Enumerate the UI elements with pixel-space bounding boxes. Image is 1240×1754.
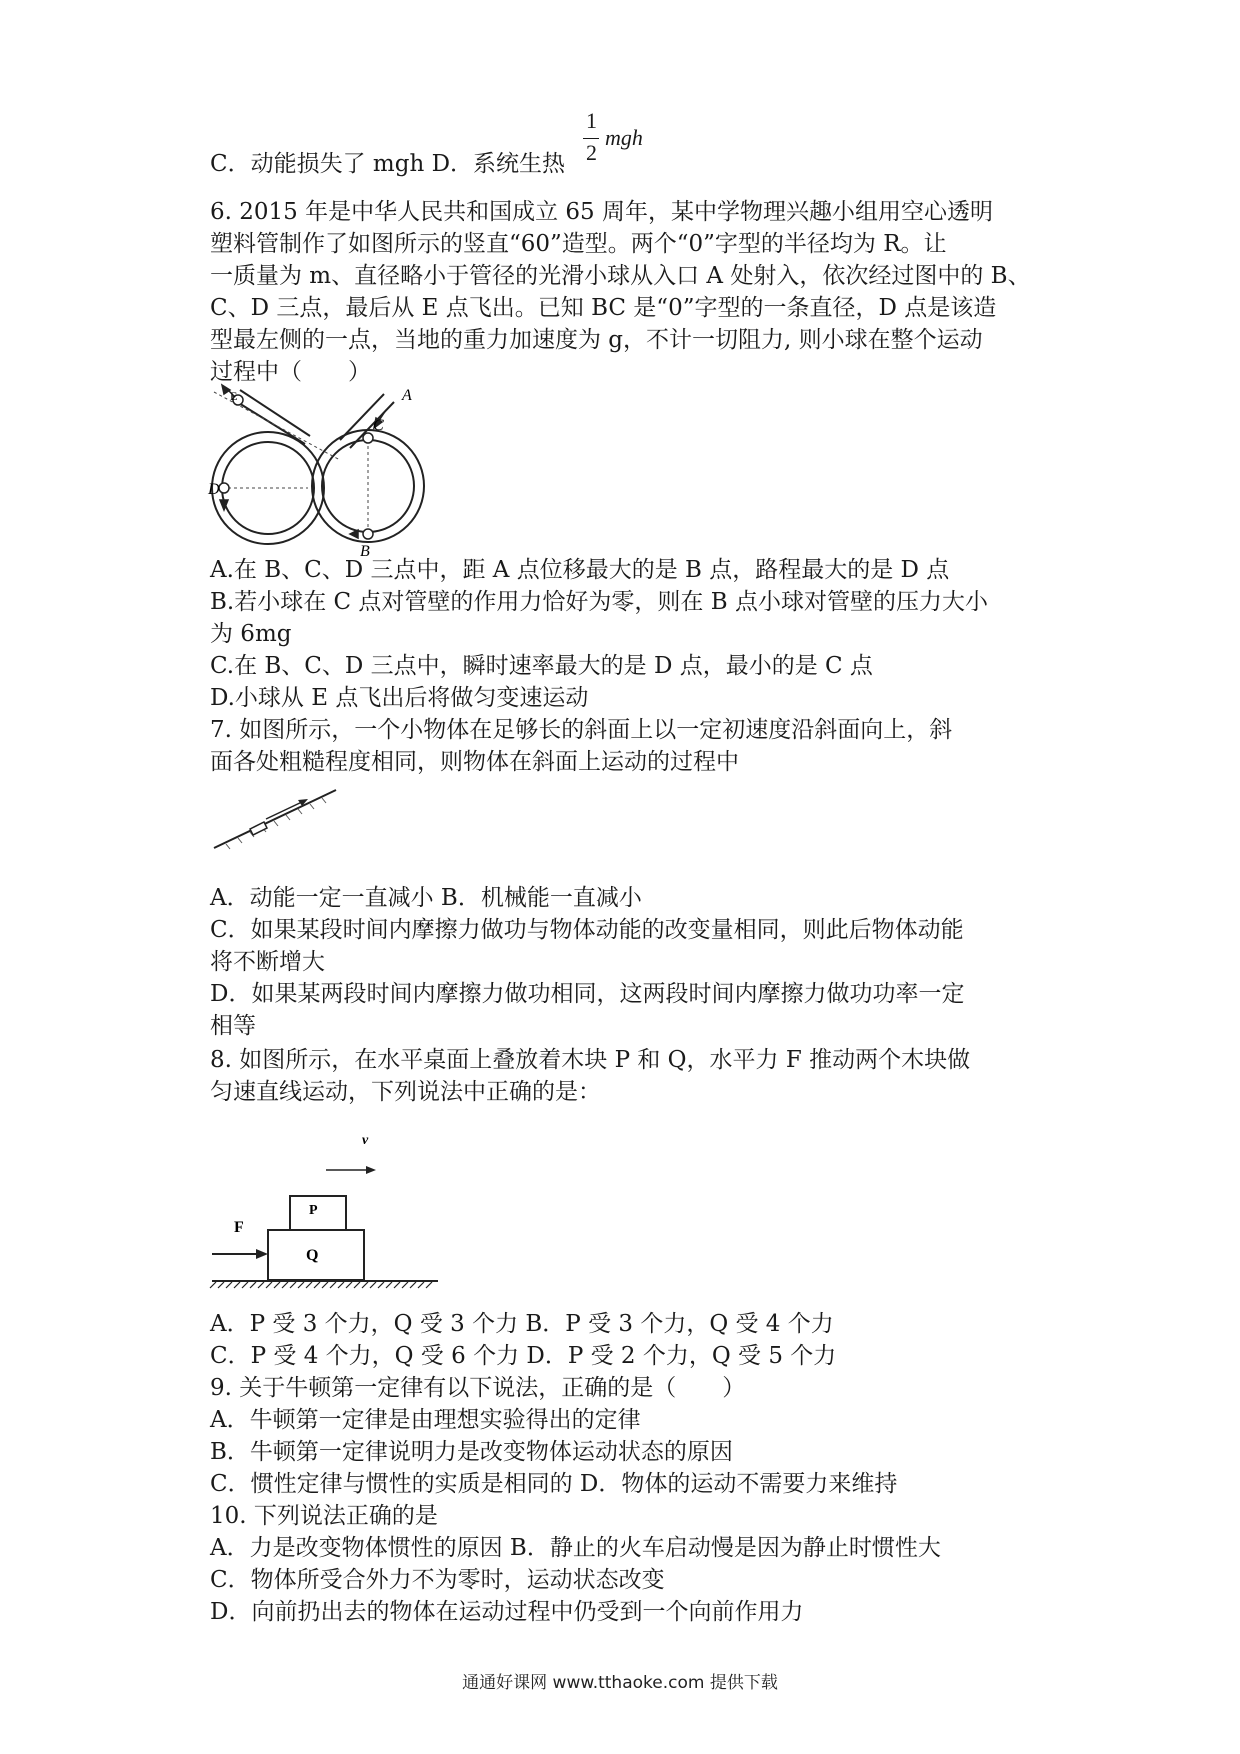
q6-label-e: E xyxy=(230,389,238,403)
q9-option-cd: C．惯性定律与惯性的实质是相同的 D．物体的运动不需要力来维持 xyxy=(210,1471,898,1497)
q10-option-c: C．物体所受合外力不为零时，运动状态改变 xyxy=(210,1567,665,1593)
q6-stem-line: 过程中（ ） xyxy=(210,359,371,385)
fraction-bar xyxy=(583,138,599,139)
q7-stem-line: 面各处粗糙程度相同，则物体在斜面上运动的过程中 xyxy=(210,749,739,775)
q6-stem-line: C、D 三点，最后从 E 点飞出。已知 BC 是“0”字型的一条直径，D 点是该造 xyxy=(210,295,997,321)
q6-stem-line: 一质量为 m、直径略小于管径的光滑小球从入口 A 处射入，依次经过图中的 B、 xyxy=(210,263,1031,289)
q8-figure-blocks xyxy=(210,1130,440,1296)
q8-label-q: Q xyxy=(306,1247,319,1264)
q7-figure-incline xyxy=(210,786,340,852)
q10-stem: 10. 下列说法正确的是 xyxy=(210,1503,438,1529)
q6-option-c: C.在 B、C、D 三点中，瞬时速率最大的是 D 点，最小的是 C 点 xyxy=(210,653,873,679)
q8-label-f: F xyxy=(234,1219,244,1236)
q6-label-d: D xyxy=(208,481,220,498)
q8-stem-line: 8. 如图所示，在水平桌面上叠放着木块 P 和 Q，水平力 F 推动两个木块做 xyxy=(210,1047,971,1073)
q6-label-c: C xyxy=(373,417,384,434)
q7-stem-line: 7. 如图所示，一个小物体在足够长的斜面上以一定初速度沿斜面向上，斜 xyxy=(210,717,953,743)
q7-option-c: C．如果某段时间内摩擦力做功与物体动能的改变量相同，则此后物体动能 xyxy=(210,917,964,943)
q6-stem-line: 6. 2015 年是中华人民共和国成立 65 周年，某中学物理兴趣小组用空心透明 xyxy=(210,199,993,225)
q6-figure-60-tube xyxy=(210,388,430,558)
q9-option-a: A．牛顿第一定律是由理想实验得出的定律 xyxy=(210,1407,641,1433)
q6-option-b-cont: 为 6mg xyxy=(210,621,292,647)
q6-stem-line: 型最左侧的一点，当地的重力加速度为 g，不计一切阻力, 则小球在整个运动 xyxy=(210,327,983,353)
q10-option-d: D．向前扔出去的物体在运动过程中仍受到一个向前作用力 xyxy=(210,1599,804,1625)
q9-option-b: B．牛顿第一定律说明力是改变物体运动状态的原因 xyxy=(210,1439,733,1465)
q5-option-cd: C．动能损失了 mgh D．系统生热 xyxy=(210,151,566,177)
q8-label-v: v xyxy=(362,1133,369,1148)
fraction-expression: mgh xyxy=(605,125,643,150)
q6-option-d: D.小球从 E 点飞出后将做匀变速运动 xyxy=(210,685,589,711)
q10-option-ab: A．力是改变物体惯性的原因 B．静止的火车启动慢是因为静止时惯性大 xyxy=(210,1535,941,1561)
q7-option-d: D．如果某两段时间内摩擦力做功相同，这两段时间内摩擦力做功功率一定 xyxy=(210,981,965,1007)
q7-option-c-cont: 将不断增大 xyxy=(210,949,325,975)
q8-option-ab: A．P 受 3 个力，Q 受 3 个力 B．P 受 3 个力，Q 受 4 个力 xyxy=(210,1311,834,1337)
q6-label-b: B xyxy=(360,543,370,560)
q8-stem-line: 匀速直线运动，下列说法中正确的是： xyxy=(210,1079,601,1105)
q6-option-b: B.若小球在 C 点对管壁的作用力恰好为零，则在 B 点小球对管壁的压力大小 xyxy=(210,589,988,615)
q7-option-d-cont: 相等 xyxy=(210,1013,256,1039)
q8-option-cd: C．P 受 4 个力，Q 受 6 个力 D．P 受 2 个力，Q 受 5 个力 xyxy=(210,1343,837,1369)
q6-option-a: A.在 B、C、D 三点中，距 A 点位移最大的是 B 点，路程最大的是 D 点 xyxy=(210,557,950,583)
fraction-numerator: 1 xyxy=(586,108,597,133)
page-footer: 通通好课网 www.tthaoke.com 提供下载 xyxy=(462,1673,778,1693)
fraction-denominator: 2 xyxy=(586,140,597,165)
q9-stem: 9. 关于牛顿第一定律有以下说法，正确的是（ ） xyxy=(210,1375,746,1401)
q8-label-p: P xyxy=(309,1203,318,1218)
q7-option-ab: A．动能一定一直减小 B．机械能一直减小 xyxy=(210,885,642,911)
q6-stem-line: 塑料管制作了如图所示的竖直“60”造型。两个“0”字型的半径均为 R。让 xyxy=(210,231,947,257)
q6-label-a: A xyxy=(402,387,412,404)
